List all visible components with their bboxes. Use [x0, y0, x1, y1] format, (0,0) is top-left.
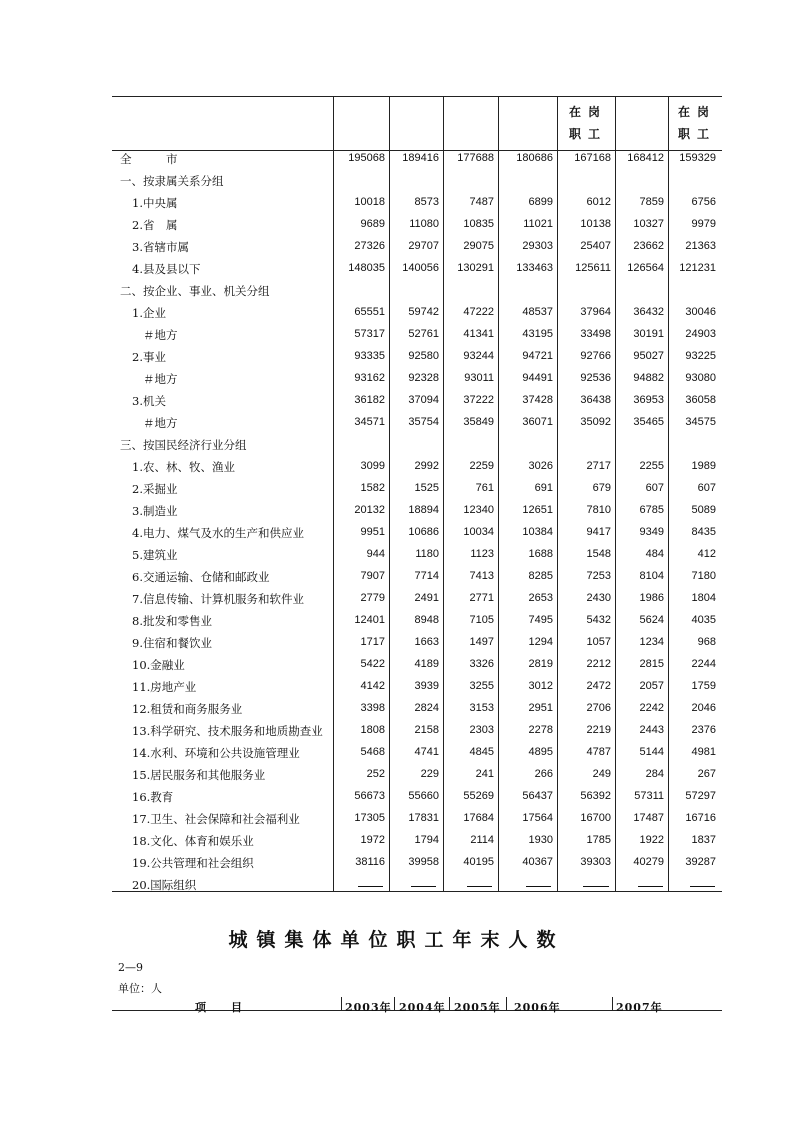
table-cell: 1808: [360, 724, 385, 736]
table-cell: 1234: [639, 636, 664, 648]
table-cell: 8285: [528, 570, 553, 582]
next-table-header-2007: 2007年: [616, 1001, 663, 1014]
table-cell: 65551: [354, 306, 385, 318]
table-cell: 2779: [360, 592, 385, 604]
row-label: 7.信息传输、计算机服务和软件业: [132, 592, 304, 606]
table-cell: 3026: [528, 460, 553, 472]
table-cell: 36071: [522, 416, 553, 428]
table-cell: 10138: [580, 218, 611, 230]
row-label: 4.县及县以下: [132, 262, 201, 276]
table-cell: 2219: [586, 724, 611, 736]
table-cell: 10018: [354, 196, 385, 208]
table-cell: 691: [534, 482, 553, 494]
table-cell: 11021: [523, 218, 553, 230]
table-row: [112, 743, 722, 765]
table-cell: 159329: [679, 152, 716, 164]
table-cell: 56392: [580, 790, 611, 802]
table-cell: 41341: [463, 328, 494, 340]
table-row: [112, 149, 722, 171]
table-row: [112, 281, 722, 303]
row-label: 9.住宿和餐饮业: [132, 636, 212, 650]
table-cell: 17684: [463, 812, 494, 824]
table-cell: 3326: [469, 658, 494, 670]
next-table-header-2005: 2005年: [454, 1001, 501, 1014]
row-label: ＃地方: [143, 328, 178, 342]
table-cell: 5432: [586, 614, 611, 626]
table-cell: 195068: [348, 152, 385, 164]
table-cell: 2057: [639, 680, 664, 692]
table-cell: 180686: [516, 152, 553, 164]
table-cell: 37964: [580, 306, 611, 318]
table-row: [112, 611, 722, 633]
table-cell: 36182: [354, 394, 385, 406]
table-row: [112, 831, 722, 853]
table-cell: 20132: [354, 504, 385, 516]
table-cell: 29707: [408, 240, 439, 252]
table-cell: 4741: [414, 746, 439, 758]
table-row: [112, 655, 722, 677]
table-cell: 11080: [409, 218, 439, 230]
table-cell: 1688: [528, 548, 553, 560]
next-table-header-item: 项 目: [195, 1001, 243, 1014]
table-cell: 607: [697, 482, 716, 494]
table-cell: 27326: [354, 240, 385, 252]
table-cell: 34575: [685, 416, 716, 428]
table-cell: 30046: [685, 306, 716, 318]
table-cell: 1525: [414, 482, 439, 494]
table-cell: 2212: [586, 658, 611, 670]
table-cell: 59742: [408, 306, 439, 318]
table-cell: 10327: [633, 218, 664, 230]
next-table-unit: 单位：人: [118, 982, 162, 995]
row-label: 14.水利、环境和公共设施管理业: [132, 746, 300, 760]
table-cell: 10384: [522, 526, 553, 538]
table-cell: 10686: [408, 526, 439, 538]
table-cell: 94491: [522, 372, 553, 384]
table-cell: 133463: [516, 262, 553, 274]
table-row: [112, 435, 722, 457]
table-cell: 5089: [691, 504, 716, 516]
table-cell: 9349: [639, 526, 664, 538]
row-label: 3.机关: [132, 394, 166, 408]
table-cell: 56437: [522, 790, 553, 802]
row-label: ＃地方: [143, 372, 178, 386]
table-cell: 17831: [408, 812, 439, 824]
table-cell: 1123: [470, 548, 494, 560]
table-cell: 35092: [580, 416, 611, 428]
table-cell: 10835: [463, 218, 494, 230]
table-row: [112, 567, 722, 589]
table-cell: 8104: [639, 570, 664, 582]
table-cell: 48537: [522, 306, 553, 318]
table-cell: 761: [475, 482, 494, 494]
table-cell: 2244: [691, 658, 716, 670]
table-cell: 16700: [580, 812, 611, 824]
table-cell: 16716: [685, 812, 716, 824]
table-cell: 4895: [528, 746, 553, 758]
table-cell: 9689: [360, 218, 385, 230]
table-cell: 25407: [580, 240, 611, 252]
row-label: 2.采掘业: [132, 482, 178, 496]
table-cell: 944: [366, 548, 385, 560]
table-cell: 2255: [639, 460, 664, 472]
table-cell: 40279: [633, 856, 664, 868]
table-row: [112, 325, 722, 347]
table-row: [112, 259, 722, 281]
table-cell: 2771: [469, 592, 494, 604]
row-label: 8.批发和零售业: [132, 614, 212, 628]
table-cell: 249: [592, 768, 611, 780]
table-cell: 3939: [414, 680, 439, 692]
table-cell: 93080: [685, 372, 716, 384]
table-row: [112, 457, 722, 479]
table-cell: 93225: [685, 350, 716, 362]
table-row: [112, 171, 722, 193]
row-label: 13.科学研究、技术服务和地质勘查业: [132, 724, 323, 738]
table-cell: 95027: [633, 350, 664, 362]
table-cell: 167168: [574, 152, 611, 164]
cell-empty-dash: [690, 886, 715, 887]
table-cell: 1785: [586, 834, 611, 846]
table-row: [112, 501, 722, 523]
table-cell: 6785: [639, 504, 664, 516]
table-cell: 57297: [685, 790, 716, 802]
table-cell: 17305: [354, 812, 385, 824]
table-cell: 94721: [522, 350, 553, 362]
table-cell: 1794: [414, 834, 439, 846]
table-cell: 2717: [586, 460, 611, 472]
cell-empty-dash: [467, 886, 492, 887]
table-cell: 252: [366, 768, 385, 780]
table-cell: 2114: [470, 834, 494, 846]
table-cell: 21363: [685, 240, 716, 252]
row-label: 3.省辖市属: [132, 240, 189, 254]
table-cell: 34571: [354, 416, 385, 428]
table-cell: 36438: [580, 394, 611, 406]
next-table-header-2003: 2003年: [345, 1001, 392, 1014]
table-cell: 43195: [522, 328, 553, 340]
table-cell: 12401: [354, 614, 385, 626]
table-cell: 40195: [463, 856, 494, 868]
table-cell: 57317: [354, 328, 385, 340]
table-row: [112, 633, 722, 655]
table-row: [112, 765, 722, 787]
table-cell: 57311: [634, 790, 664, 802]
table-row: [112, 809, 722, 831]
table-cell: 36432: [633, 306, 664, 318]
table-cell: 93335: [354, 350, 385, 362]
header-col5-line2: 职工: [568, 127, 607, 141]
table-cell: 5422: [360, 658, 385, 670]
table-cell: 177688: [457, 152, 494, 164]
table-cell: 37428: [522, 394, 553, 406]
table-cell: 2158: [414, 724, 439, 736]
table-cell: 2472: [586, 680, 611, 692]
table-cell: 23662: [633, 240, 664, 252]
table-cell: 8948: [414, 614, 439, 626]
table-cell: 1930: [528, 834, 553, 846]
table-cell: 1663: [414, 636, 439, 648]
table-cell: 9417: [586, 526, 611, 538]
table-cell: 3398: [360, 702, 385, 714]
table-cell: 35465: [633, 416, 664, 428]
table-cell: 17487: [633, 812, 664, 824]
table-row: [112, 699, 722, 721]
table-cell: 92536: [580, 372, 611, 384]
table-row: [112, 303, 722, 325]
table-cell: 30191: [633, 328, 664, 340]
table-cell: 2992: [414, 460, 439, 472]
table-cell: 241: [475, 768, 494, 780]
table-row: [112, 215, 722, 237]
table-cell: 6756: [691, 196, 716, 208]
table-cell: 9979: [691, 218, 716, 230]
table-cell: 39958: [408, 856, 439, 868]
table-cell: 4787: [586, 746, 611, 758]
table-cell: 40367: [522, 856, 553, 868]
table-cell: 679: [592, 482, 611, 494]
table-cell: 93162: [354, 372, 385, 384]
row-label: 3.制造业: [132, 504, 178, 518]
table-row: [112, 523, 722, 545]
table-cell: 1804: [691, 592, 716, 604]
table-cell: 1759: [691, 680, 716, 692]
table-row: [112, 369, 722, 391]
table-cell: 29075: [463, 240, 494, 252]
table-cell: 121231: [679, 262, 716, 274]
table-cell: 1180: [415, 548, 439, 560]
table-cell: 2824: [414, 702, 439, 714]
next-table-header-2006: 2006年: [514, 1001, 561, 1014]
table-cell: 1497: [469, 636, 494, 648]
row-label: 5.建筑业: [132, 548, 178, 562]
cell-empty-dash: [526, 886, 551, 887]
table-cell: 92328: [408, 372, 439, 384]
table-cell: 1548: [586, 548, 611, 560]
table-cell: 2046: [691, 702, 716, 714]
table-cell: 2491: [414, 592, 439, 604]
table-cell: 189416: [402, 152, 439, 164]
table-cell: 968: [697, 636, 716, 648]
table-cell: 7907: [360, 570, 385, 582]
table-cell: 37094: [408, 394, 439, 406]
table-cell: 7495: [528, 614, 553, 626]
table-cell: 1057: [586, 636, 611, 648]
table-cell: 2278: [528, 724, 553, 736]
table-cell: 148035: [348, 262, 385, 274]
table-cell: 2376: [691, 724, 716, 736]
table-cell: 1989: [691, 460, 716, 472]
table-row: [112, 853, 722, 875]
cell-empty-dash: [638, 886, 663, 887]
cell-empty-dash: [411, 886, 436, 887]
table-cell: 36953: [633, 394, 664, 406]
row-label: 11.房地产业: [132, 680, 197, 694]
table-cell: 2242: [639, 702, 664, 714]
table-row: [112, 589, 722, 611]
row-label: 1.中央属: [132, 196, 178, 210]
table-cell: 7859: [639, 196, 664, 208]
next-table-title: 城镇集体单位职工年末人数: [228, 929, 565, 951]
table-cell: 266: [534, 768, 553, 780]
table-cell: 607: [645, 482, 664, 494]
table-cell: 1972: [360, 834, 385, 846]
cell-empty-dash: [583, 886, 609, 887]
table-cell: 412: [697, 548, 716, 560]
table-cell: 94882: [633, 372, 664, 384]
row-label: 12.租赁和商务服务业: [132, 702, 243, 716]
table-cell: 55269: [463, 790, 494, 802]
row-label: 19.公共管理和社会组织: [132, 856, 254, 870]
table-cell: 4189: [414, 658, 439, 670]
row-label: 4.电力、煤气及水的生产和供应业: [132, 526, 304, 540]
row-label: 1.农、林、牧、渔业: [132, 460, 235, 474]
table-row: [112, 479, 722, 501]
table-cell: 4981: [691, 746, 716, 758]
table-row: [112, 677, 722, 699]
table-row: [112, 413, 722, 435]
table-cell: 3153: [469, 702, 494, 714]
table-cell: 1717: [360, 636, 385, 648]
table-cell: 484: [645, 548, 664, 560]
table-cell: 93011: [464, 372, 494, 384]
table-cell: 4845: [469, 746, 494, 758]
table-row: [112, 545, 722, 567]
table-cell: 92766: [580, 350, 611, 362]
table-cell: 1582: [360, 482, 385, 494]
table-cell: 2815: [639, 658, 664, 670]
table-cell: 1837: [691, 834, 716, 846]
table-cell: 6012: [586, 196, 611, 208]
next-table-code: 2—9: [118, 961, 143, 974]
table-cell: 1986: [639, 592, 664, 604]
table-cell: 5144: [639, 746, 664, 758]
table-cell: 24903: [685, 328, 716, 340]
row-label: 6.交通运输、仓储和邮政业: [132, 570, 270, 584]
header-col7-line1: 在岗: [677, 105, 716, 119]
row-label: 2.事业: [132, 350, 166, 364]
table-cell: 3099: [360, 460, 385, 472]
table-cell: 3255: [469, 680, 494, 692]
table-cell: 6899: [528, 196, 553, 208]
table-cell: 9951: [360, 526, 385, 538]
row-label: 2.省 属: [132, 218, 178, 232]
table-cell: 4142: [360, 680, 385, 692]
row-label: 三、按国民经济行业分组: [120, 438, 247, 452]
table-cell: 5468: [360, 746, 385, 758]
table-row: [112, 347, 722, 369]
row-label: 17.卫生、社会保障和社会福利业: [132, 812, 300, 826]
table-row: [112, 237, 722, 259]
table-cell: 39287: [685, 856, 716, 868]
table-cell: 229: [420, 768, 439, 780]
table-cell: 29303: [522, 240, 553, 252]
table-cell: 93244: [463, 350, 494, 362]
table-cell: 56673: [354, 790, 385, 802]
table-cell: 2653: [528, 592, 553, 604]
table-cell: 18894: [408, 504, 439, 516]
table-cell: 7810: [586, 504, 611, 516]
header-col7-line2: 职工: [677, 127, 716, 141]
table-cell: 35754: [408, 416, 439, 428]
table-cell: 39303: [580, 856, 611, 868]
table-cell: 2443: [639, 724, 664, 736]
row-label: 18.文化、体育和娱乐业: [132, 834, 254, 848]
table-cell: 33498: [580, 328, 611, 340]
table-cell: 7714: [414, 570, 439, 582]
table-cell: 126564: [627, 262, 664, 274]
row-label: 15.居民服务和其他服务业: [132, 768, 266, 782]
table-cell: 5624: [639, 614, 664, 626]
table-cell: 2303: [469, 724, 494, 736]
table-cell: 130291: [457, 262, 494, 274]
table-row: [112, 193, 722, 215]
table-row: [112, 875, 722, 897]
table-cell: 2259: [469, 460, 494, 472]
table-cell: 12651: [522, 504, 553, 516]
row-label: ＃地方: [143, 416, 178, 430]
row-label: 10.金融业: [132, 658, 185, 672]
table-cell: 7180: [691, 570, 716, 582]
row-label: 20.国际组织: [132, 878, 197, 892]
table-cell: 284: [645, 768, 664, 780]
row-label: 全 市: [120, 152, 178, 166]
table-cell: 2951: [528, 702, 553, 714]
table-row: [112, 787, 722, 809]
table-cell: 3012: [528, 680, 553, 692]
next-table-header-2004: 2004年: [399, 1001, 446, 1014]
table-row: [112, 391, 722, 413]
table-cell: 1922: [639, 834, 664, 846]
table-cell: 17564: [522, 812, 553, 824]
table-cell: 92580: [408, 350, 439, 362]
table-cell: 38116: [355, 856, 385, 868]
table-cell: 7253: [586, 570, 611, 582]
table-cell: 7105: [469, 614, 494, 626]
table-cell: 47222: [463, 306, 494, 318]
table-cell: 2430: [586, 592, 611, 604]
table-cell: 168412: [627, 152, 664, 164]
table-cell: 8573: [414, 196, 439, 208]
table-cell: 8435: [691, 526, 716, 538]
table-cell: 2819: [528, 658, 553, 670]
table-cell: 52761: [408, 328, 439, 340]
table-cell: 125611: [575, 262, 611, 274]
table-cell: 7487: [469, 196, 494, 208]
table-cell: 36058: [685, 394, 716, 406]
table-cell: 140056: [402, 262, 439, 274]
table-cell: 10034: [463, 526, 494, 538]
table-cell: 35849: [463, 416, 494, 428]
row-label: 1.企业: [132, 306, 166, 320]
table-cell: 55660: [408, 790, 439, 802]
row-label: 16.教育: [132, 790, 174, 804]
row-label: 一、按隶属关系分组: [120, 174, 224, 188]
table-cell: 267: [697, 768, 716, 780]
table-cell: 4035: [691, 614, 716, 626]
cell-empty-dash: [358, 886, 383, 887]
table-cell: 1294: [528, 636, 553, 648]
header-col5-line1: 在岗: [568, 105, 607, 119]
row-label: 二、按企业、事业、机关分组: [120, 284, 270, 298]
table-cell: 12340: [463, 504, 494, 516]
table-cell: 37222: [463, 394, 494, 406]
table-cell: 2706: [586, 702, 611, 714]
table-cell: 7413: [469, 570, 494, 582]
table-row: [112, 721, 722, 743]
